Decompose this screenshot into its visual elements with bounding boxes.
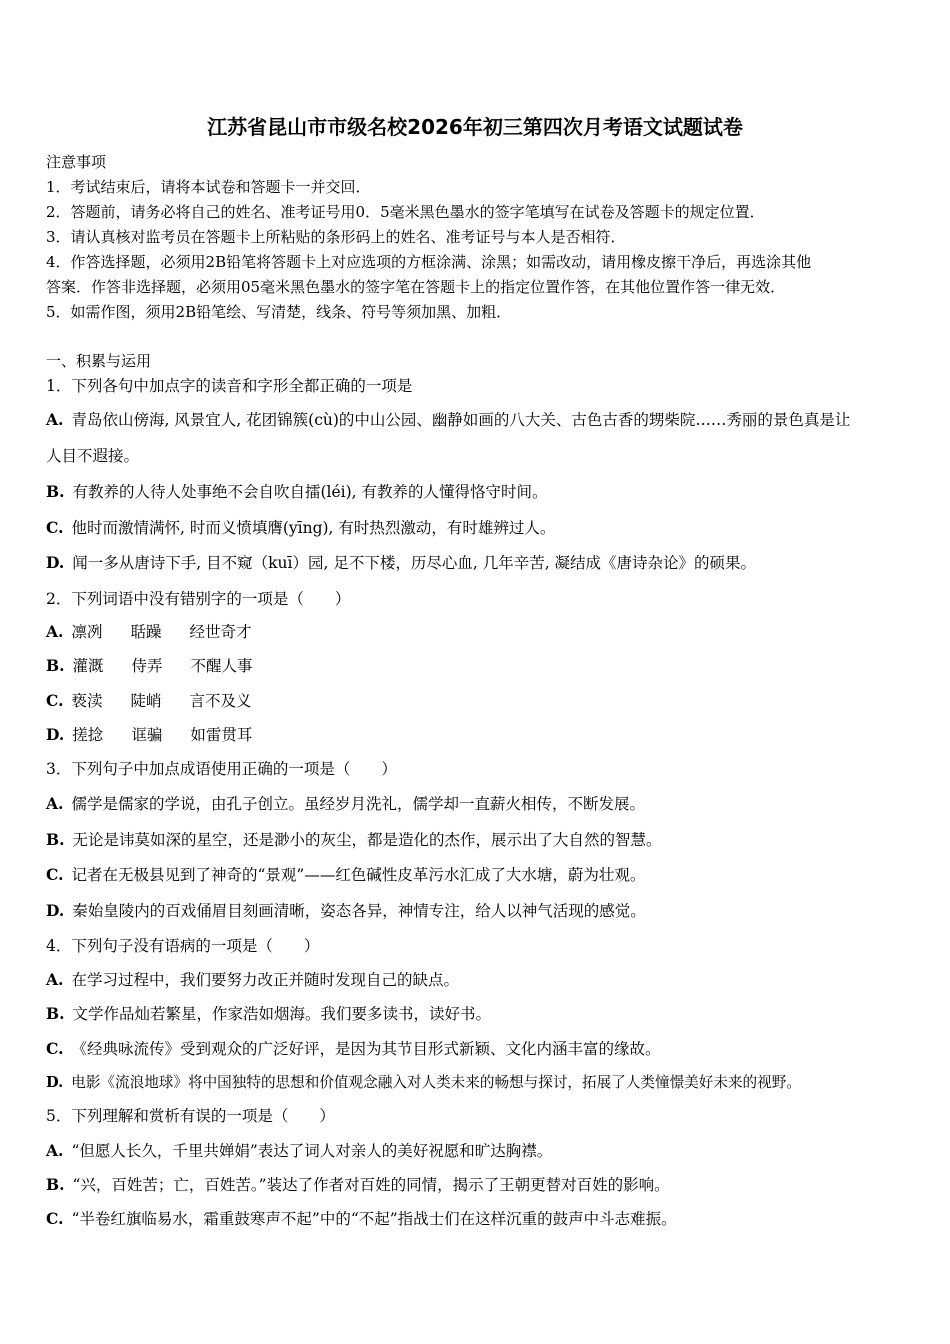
option-label: A.: [46, 1141, 64, 1160]
q5-option-c: [46, 1209, 677, 1229]
q5-option-b-text: “兴，百姓苦；亡，百姓苦。”装达了作者对百姓的同情，揭示了王朝更替对百姓的影响。: [72, 1176, 670, 1194]
q1-stem: 1．下列各句中加点字的读音和字形全都正确的一项是: [46, 377, 413, 395]
q2-option-c: [46, 691, 252, 711]
option-label: B.: [46, 830, 65, 849]
q4-option-b: [46, 1004, 491, 1024]
word: 搓捻: [72, 726, 104, 744]
q5-option-c-text: “半卷红旗临易水，霜重鼓寒声不起”中的“不起”指战士们在这样沉重的鼓声中斗志难振。: [71, 1210, 677, 1228]
q1-option-c: [46, 518, 555, 538]
q4-option-b-text: 文学作品灿若繁星，作家浩如烟海。我们要多读书，读好书。: [72, 1005, 492, 1023]
word: 侍弄: [131, 657, 163, 675]
notice-item-5: 5．如需作图，须用2B铅笔绘、写清楚，线条、符号等须加黑、加粗．: [46, 303, 512, 321]
q3-option-d-text: 秦始皇陵内的百戏俑眉目刻画清晰，姿态各异，神情专注，给人以神气活现的感觉。: [72, 902, 646, 920]
option-label: B.: [46, 1175, 65, 1194]
option-label: D.: [46, 553, 65, 572]
option-label: A.: [46, 970, 64, 989]
option-label: C.: [46, 518, 64, 537]
q5-option-b: [46, 1175, 670, 1195]
option-label: B.: [46, 656, 65, 675]
q1-option-d-text: 闻一多从唐诗下手, 目不窥（kuī）园, 足不下楼，历尽心血, 几年辛苦, 凝结成《唐诗杂论》的硕果。: [72, 554, 757, 572]
q1-option-d: [46, 553, 756, 573]
notice-heading: 注意事项: [46, 153, 107, 171]
q4-option-d-text: 电影《流浪地球》将中国独特的思想和价值观念融入对人类未来的畅想与探讨，拓展了人类憧憬美好未来的视野。: [71, 1074, 801, 1091]
word: 凛冽: [71, 623, 103, 641]
option-label: C.: [46, 691, 64, 710]
q2-option-a: [46, 622, 251, 642]
option-label: A.: [46, 410, 64, 429]
option-label: A.: [46, 794, 64, 813]
word: 言不及义: [189, 692, 252, 710]
option-label: A.: [46, 622, 64, 641]
q5-option-a: [46, 1141, 552, 1161]
page-title: 江苏省昆山市市级名校2026年初三第四次月考语文试题试卷: [207, 115, 743, 139]
q1-option-b-text: 有教养的人待人处事绝不会自吹自擂(léi), 有教养的人懂得恪守时间。: [72, 483, 548, 501]
q1-option-a-cont: 人目不遐接。: [46, 447, 140, 465]
q4-option-c: [46, 1039, 660, 1059]
q3-option-a: [46, 794, 645, 814]
option-label: B.: [46, 1004, 65, 1023]
word: 不醒人事: [190, 657, 253, 675]
q5-stem: 5．下列理解和赏析有误的一项是（ ）: [46, 1107, 335, 1125]
q3-option-c: [46, 865, 645, 885]
notice-item-1: 1．考试结束后，请将本试卷和答题卡一并交回．: [46, 178, 371, 196]
word: 经世奇才: [189, 623, 252, 641]
q3-option-d: [46, 901, 646, 921]
q4-option-a-text: 在学习过程中，我们要努力改正并随时发现自己的缺点。: [71, 971, 459, 989]
option-label: B.: [46, 482, 65, 501]
q2-option-d: [46, 725, 252, 745]
q3-option-a-text: 儒学是儒家的学说，由孔子创立。虽经岁月洗礼，儒学却一直薪火相传，不断发展。: [71, 795, 645, 813]
q4-option-d: [46, 1073, 801, 1093]
word: 亵渎: [71, 692, 103, 710]
word: 灌溉: [72, 657, 104, 675]
option-label: D.: [46, 901, 65, 920]
q1-option-b: [46, 482, 548, 502]
notice-item-3: 3．请认真核对监考员在答题卡上所粘贴的条形码上的姓名、准考证号与本人是否相符．: [46, 228, 626, 246]
q2-stem: 2．下列词语中没有错别字的一项是（ ）: [46, 590, 351, 608]
word: 陡峭: [130, 692, 162, 710]
word: 聒躁: [130, 623, 162, 641]
q3-option-b-text: 无论是讳莫如深的星空，还是渺小的灰尘，都是造化的杰作，展示出了大自然的智慧。: [72, 831, 662, 849]
option-label: D.: [46, 725, 65, 744]
word: 诓骗: [131, 726, 163, 744]
word: 如雷贯耳: [190, 726, 253, 744]
option-label: C.: [46, 865, 64, 884]
notice-item-4: 4．作答选择题，必须用2B铅笔将答题卡上对应选项的方框涂满、涂黑；如需改动，请用橡皮擦干净后，再选涂其他: [46, 253, 812, 271]
q4-option-c-text: 《经典咏流传》受到观众的广泛好评，是因为其节目形式新颖、文化内涵丰富的缘故。: [71, 1040, 661, 1058]
q3-option-b: [46, 830, 662, 850]
q4-option-a: [46, 970, 459, 990]
q1-option-a: [46, 410, 850, 430]
q3-stem: 3．下列句子中加点成语使用正确的一项是（ ）: [46, 760, 397, 778]
option-label: D.: [46, 1074, 64, 1091]
q1-option-c-text: 他时而激情满怀, 时而义愤填膺(yīng), 有时热烈激动，有时雄辨过人。: [71, 519, 556, 537]
section-heading: 一、积累与运用: [46, 352, 152, 370]
option-label: C.: [46, 1209, 64, 1228]
q3-option-c-text: 记者在无极县见到了神奇的“景观”——红色碱性皮革污水汇成了大水塘，蔚为壮观。: [71, 866, 646, 884]
notice-item-2: 2．答题前，请务必将自己的姓名、准考证号用0．5毫米黑色墨水的签字笔填写在试卷及答题卡的规定位置．: [46, 203, 765, 221]
q1-option-a-text: 青岛依山傍海, 风景宜人, 花团锦簇(cù)的中山公园、幽静如画的八大关、古色古香的甥柴院……秀丽的景色真是让: [71, 411, 851, 429]
q4-stem: 4．下列句子没有语病的一项是（ ）: [46, 937, 320, 955]
q5-option-a-text: “但愿人长久，千里共婵娟”表达了词人对亲人的美好祝愿和旷达胸襟。: [71, 1142, 553, 1160]
q2-option-b: [46, 656, 253, 676]
option-label: C.: [46, 1039, 64, 1058]
notice-item-4-cont: 答案．作答非选择题，必须用05毫米黑色墨水的签字笔在答题卡上的指定位置作答，在其他位置作答一律无效．: [46, 278, 786, 296]
